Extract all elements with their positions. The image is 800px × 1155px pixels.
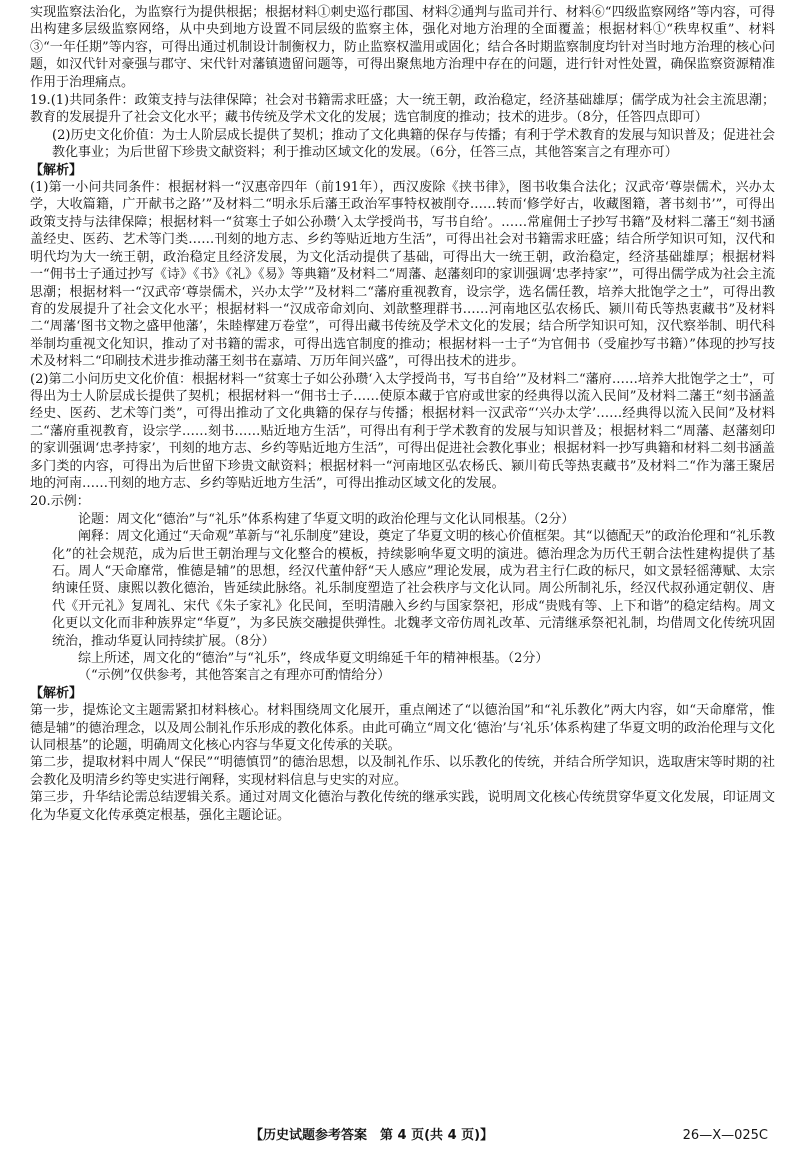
q19-answer-2: (2)历史文化价值：为士人阶层成长提供了契机；推动了文化典籍的保存与传播；有利于学术教育的发展与知识普及；促进社会教化事业；为后世留下珍贵文献资料；利于推动区域文化的发展。（6分，任答三点，其他答案言之有理亦可） — [52, 127, 775, 161]
q20-example-label: 示例： — [50, 494, 90, 510]
question-number: 20. — [30, 494, 51, 510]
q20-step-3: 第三步，升华结论需总结逻辑关系。通过对周文化德治与教化传统的继承实践，说明周文化核心传统贯穿华夏文化发展，印证周文化为华夏文化传承奠定根基，强化主题论证。 — [30, 790, 775, 823]
q19-analysis-title: 【解析】 — [30, 162, 83, 178]
q18-continuation-paragraph: 实现监察法治化，为监察行为提供根据；根据材料①刺史巡行郡国、材料②通判与监司并行、材料⑥“四级监察网络”等内容，可得出构建多层级监察网络，从中央到地方设置不同层级的监察主体，强化对地方治理的全面覆盖；根据材料①“秩卑权重”、材料③“一年任期”等内容，可得出通过机制设计制衡权力，防止监察权滥用或固化；结合各时期监察制度均针对当时地方治理的核心问题，如汉代针对豪强与郡守、宋代针对藩镇遗留问题等，可得出聚焦地方治理中存在的问题，进行针对性处置，确保监察资源精准作用于治理痛点。 — [30, 5, 775, 90]
q20-header — [30, 493, 775, 510]
q20-thesis: 论题：周文化“德治”与“礼乐”体系构建了华夏文明的政治伦理与文化认同根基。（2分） — [78, 511, 575, 527]
q20-conclusion: 综上所述，周文化的“德治”与“礼乐”，终成华夏文明绵延千年的精神根基。（2分） — [78, 651, 549, 667]
answer-page — [30, 4, 775, 1114]
q20-note: （“示例”仅供参考，其他答案言之有理亦可酌情给分） — [78, 668, 391, 684]
q20-analysis-title: 【解析】 — [30, 685, 83, 701]
q19-analysis-2: (2)第二小问历史文化价值：根据材料一“贫寒士子如公孙瓒‘入太学授尚书，写书自给’”及材料二“藩府……培养大批饱学之士”，可得出为士人阶层成长提供了契机；根据材料一“佣书士子……使原本藏于官府或世家的经典得以流入民间”及材料二藩王“刻书涵盖经史、医药、艺术等门类”，可得出推动了文化典籍的保存与传播；根据材料一汉武帝“‘兴办太学’……经典得以流入民间”及材料二“藩府重视教育，设宗学……刻书……贴近地方生活”，可得出有利于学术教育的发展与知识普及；根据材料二“周藩、赵藩刻印的家训强调‘忠孝持家’，刊刻的地方志、乡约等贴近地方生活”，可得出促进社会教化事业；根据材料一抄写典籍和材料二刻书涵盖多门类的内容，可得出为后世留下珍贵文献资料；根据材料一“河南地区弘农杨氏、颍川荀氏等热衷藏书”及材料二“作为藩王聚居地的河南……刊刻的地方志、乡约等贴近地方生活”，可得出推动区域文化的发展。 — [30, 371, 775, 491]
q20-step-1: 第一步，提炼论文主题需紧扣材料核心。材料围绕周文化展开，重点阐述了“以德治国”和“礼乐教化”两大内容，如“天命靡常，惟德是辅”的德治理念，以及周公制礼作乐形成的教化体系。由此可确立“周文化‘德治’与‘礼乐’体系构建了华夏文明的政治伦理与文化认同根基”的论题，明确周文化核心内容与华夏文化传承的关联。 — [30, 703, 775, 754]
question-number: 19. — [30, 93, 51, 109]
q20-elaboration: 阐释：周文化通过“天命观”革新与“礼乐制度”建设，奠定了华夏文明的核心价值框架。其“以德配天”的政治伦理和“礼乐教化”的社会规范，成为后世王朝治理与文化整合的模板，持续影响华夏文明的演进。德治理念为历代王朝合法性建构提供了基石。周人“天命靡常，惟德是辅”的思想，经汉代董仲舒“天人感应”理论发展，成为君主行仁政的标尺，如文景轻徭薄赋、太宗纳谏任贤、康熙以教化德治，皆延续此脉络。礼乐制度塑造了社会秩序与文化认同。周公所制礼乐，经汉代叔孙通定朝仪、唐代《开元礼》复周礼、宋代《朱子家礼》化民间，至明清融入乡约与国家祭祀，形成“贵贱有等、上下和谐”的稳定结构。周文化更以文化而非种族界定“华夏”，为多民族交融提供弹性。北魏孝文帝仿周礼改革、元清继承祭祀礼制，均借周文化传统巩固统治，推动华夏认同持续扩展。（8分） — [52, 529, 775, 649]
q20-step-2: 第二步，提取材料中周人“保民”“明德慎罚”的德治思想，以及制礼作乐、以乐教化的传统，并结合所学知识，选取唐宋等时期的社会教化及明清乡约等史实进行阐释，实现材料信息与史实的对应。 — [30, 755, 775, 788]
q19-answer-1 — [30, 92, 775, 127]
page-footer — [0, 1125, 800, 1147]
footer-page-info: 【历史试题参考答案 第 4 页(共 4 页)】 — [250, 1128, 494, 1143]
footer-code: 26—X—025C — [682, 1128, 768, 1143]
q19-answer-1-text: (1)共同条件：政策支持与法律保障；社会对书籍需求旺盛；大一统王朝，政治稳定，经济基础雄厚；儒学成为社会主流思潮；教育的发展提升了社会文化水平；藏书传统及学术文化的发展；选官制度的推动；技术的进步。（8分，任答四点即可） — [30, 93, 775, 126]
q19-analysis-1: (1)第一小问共同条件：根据材料一“汉惠帝四年（前191年），西汉废除《挟书律》，图书收集合法化；汉武帝‘尊崇儒术，兴办太学，大收篇籍，广开献书之路’”及材料二“明永乐后藩王政治军事特权被削夺……转而‘修学好古，收藏图籍，著书刻书’”，可得出政策支持与法律保障；根据材料一“贫寒士子如公孙瓒‘入太学授尚书，写书自给’。……常雇佣士子抄写书籍”及材料二藩王“刻书涵盖经史、医药、艺术等门类……刊刻的地方志、乡约等贴近地方生活”，可得出社会对书籍需求旺盛；结合所学知识可知，汉代和明代均为大一统王朝，政治稳定且经济发展，为文化活动提供了基础，可得出大一统王朝，政治稳定，经济基础雄厚；根据材料一“佣书士子通过抄写《诗》《书》《礼》《易》等典籍”及材料二“周藩、赵藩刻印的家训强调‘忠孝持家’”，可得出儒学成为社会主流思潮；根据材料一“汉武帝‘尊崇儒术，兴办太学’”及材料二“藩府重视教育，设宗学，选名儒任教，培养大批饱学之士”，可得出教育的发展提升了社会文化水平；根据材料一“汉成帝命刘向、刘歆整理群书……河南地区弘农杨氏、颍川荀氏等热衷藏书”及材料二“周藩‘图书文物之盛甲他藩’，朱睦㮮建万卷堂”，可得出藏书传统及学术文化的发展；结合所学知识可知，汉代察举制、明代科举制均重视文化知识，推动了对书籍的需求，可得出选官制度的推动；根据材料一士子“为官佣书（受雇抄写书籍）”体现的抄写技术及材料二“印刷技术进步推动藩王刻书在嘉靖、万历年间兴盛”，可得出技术的进步。 — [30, 180, 775, 370]
